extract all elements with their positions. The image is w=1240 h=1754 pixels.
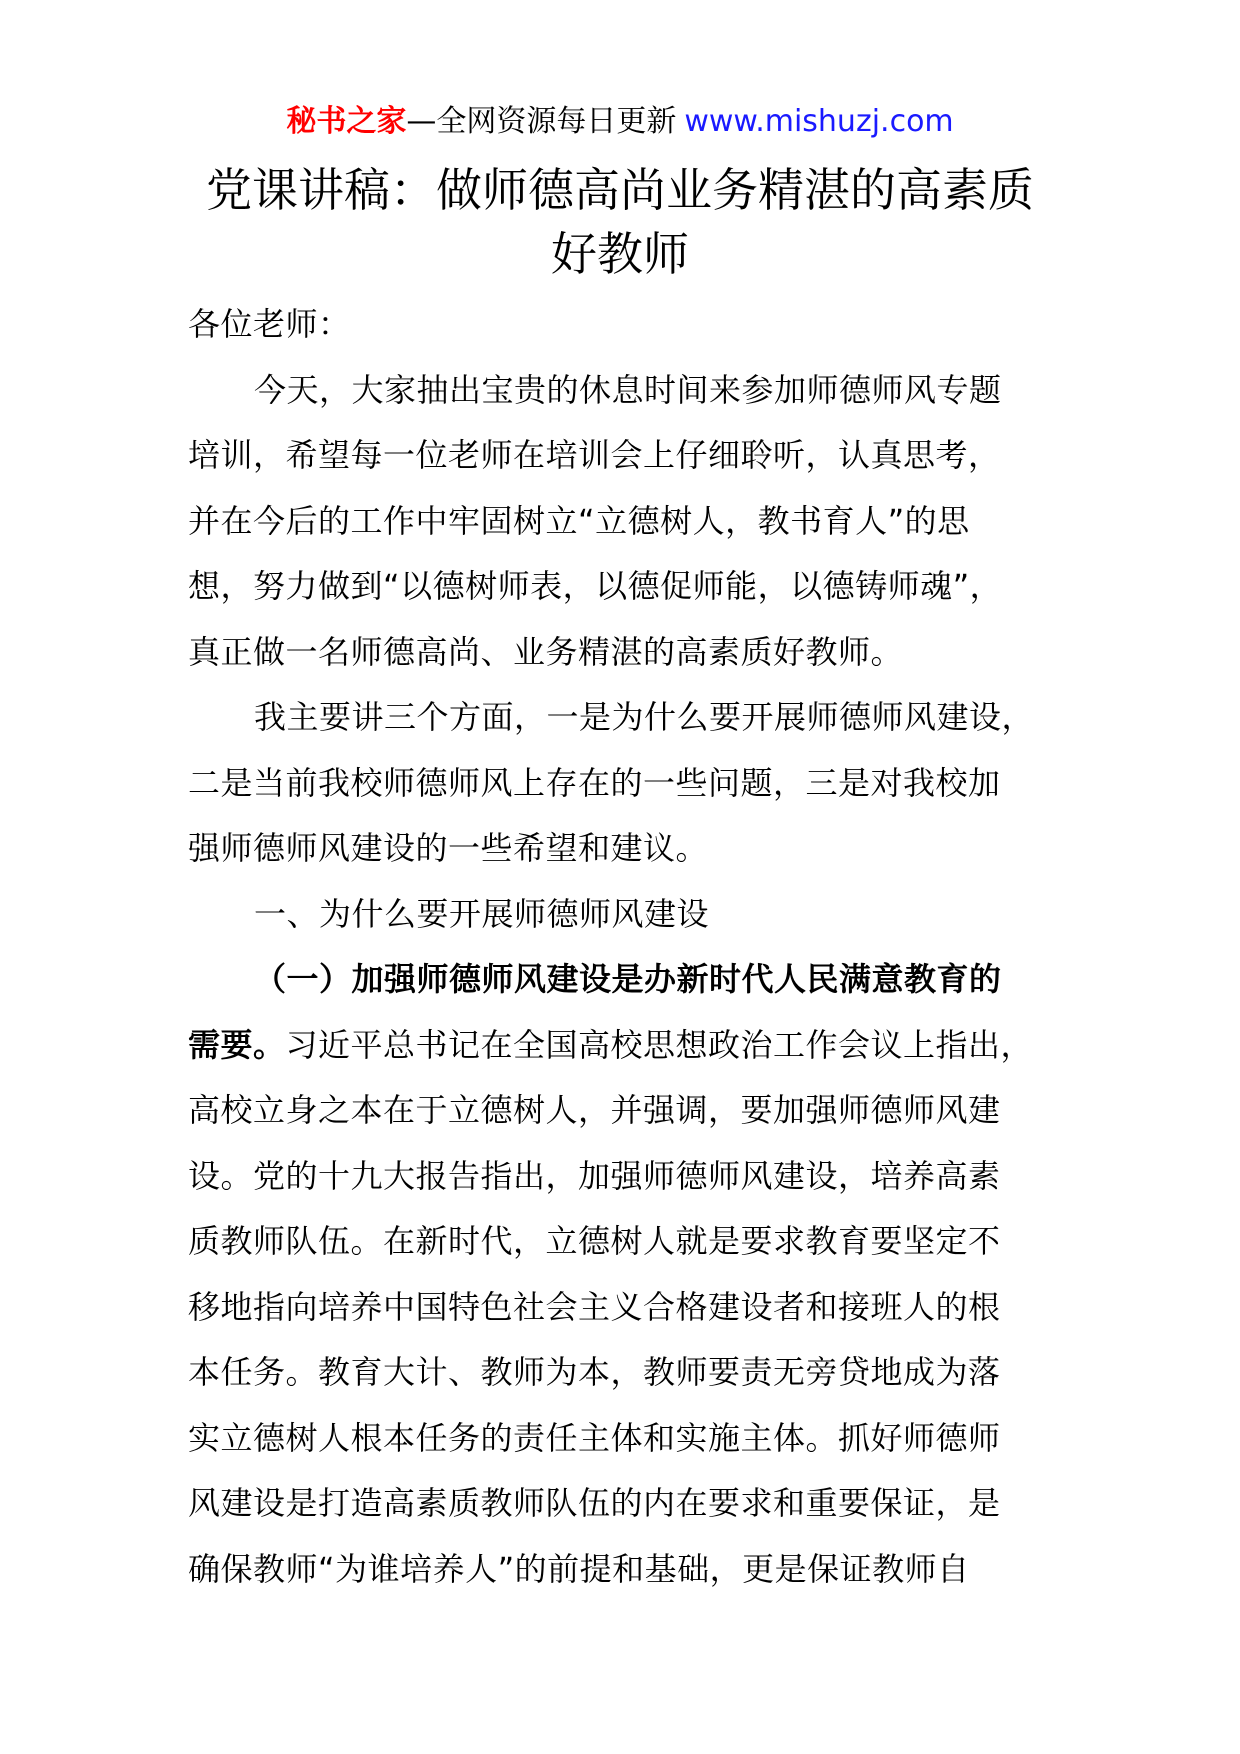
document-title bbox=[170, 158, 1070, 286]
subsection-heading-end: 需要。 bbox=[188, 1025, 286, 1064]
paragraph-line: 真正做一名师德高尚、业务精湛的高素质好教师。 bbox=[188, 632, 904, 671]
paragraph-line: 风建设是打造高素质教师队伍的内在要求和重要保证，是 bbox=[188, 1484, 1001, 1522]
paragraph-line: 实立德树人根本任务的责任主体和实施主体。抓好师德师 bbox=[188, 1418, 1001, 1457]
section-heading: 一、为什么要开展师德师风建设 bbox=[254, 894, 710, 933]
paragraph-line: 设。党的十九大报告指出，加强师德师风建设，培养高素 bbox=[188, 1156, 1001, 1195]
paragraph-line: 培训，希望每一位老师在培训会上仔细聆听，认真思考， bbox=[188, 436, 1001, 474]
paragraph-line: 想，努力做到“以德树师表，以德促师能，以德铸师魂”， bbox=[188, 567, 1003, 605]
paragraph-line: 高校立身之本在于立德树人，并强调，要加强师德师风建 bbox=[188, 1091, 1001, 1129]
site-tagline: —全网资源每日更新 bbox=[406, 104, 677, 139]
paragraph-text: 习近平总书记在全国高校思想政治工作会议上指出， bbox=[285, 1025, 1034, 1064]
paragraph-line: 二是当前我校师德师风上存在的一些问题，三是对我校加 bbox=[188, 763, 1001, 802]
site-header bbox=[0, 102, 1240, 142]
paragraph-line: 并在今后的工作中牢固树立“立德树人，教书育人”的思 bbox=[188, 501, 970, 540]
paragraph-line bbox=[188, 1013, 1058, 1079]
site-url-link[interactable]: www.mishuzj.com bbox=[684, 104, 954, 139]
salutation: 各位老师： bbox=[188, 305, 351, 343]
document-body bbox=[188, 292, 1058, 1602]
paragraph-line: 今天，大家抽出宝贵的休息时间来参加师德师风专题 bbox=[254, 370, 1002, 409]
site-brand: 秘书之家 bbox=[286, 104, 407, 139]
paragraph-line: 我主要讲三个方面，一是为什么要开展师德师风建设， bbox=[254, 698, 1035, 736]
paragraph-line: 质教师队伍。在新时代，立德树人就是要求教育要坚定不 bbox=[188, 1222, 1001, 1260]
paragraph-line: 确保教师“为谁培养人”的前提和基础，更是保证教师自 bbox=[188, 1549, 970, 1588]
subsection-heading: （一）加强师德师风建设是办新时代人民满意教育的 bbox=[254, 960, 1002, 998]
title-line: 党课讲稿：做师德高尚业务精湛的高素质 bbox=[206, 163, 1034, 217]
paragraph-line: 移地指向培养中国特色社会主义合格建设者和接班人的根 bbox=[188, 1287, 1001, 1326]
paragraph-line: 本任务。教育大计、教师为本，教师要责无旁贷地成为落 bbox=[188, 1353, 1001, 1391]
title-line: 好教师 bbox=[551, 227, 689, 281]
paragraph-line: 强师德师风建设的一些希望和建议。 bbox=[188, 829, 709, 867]
